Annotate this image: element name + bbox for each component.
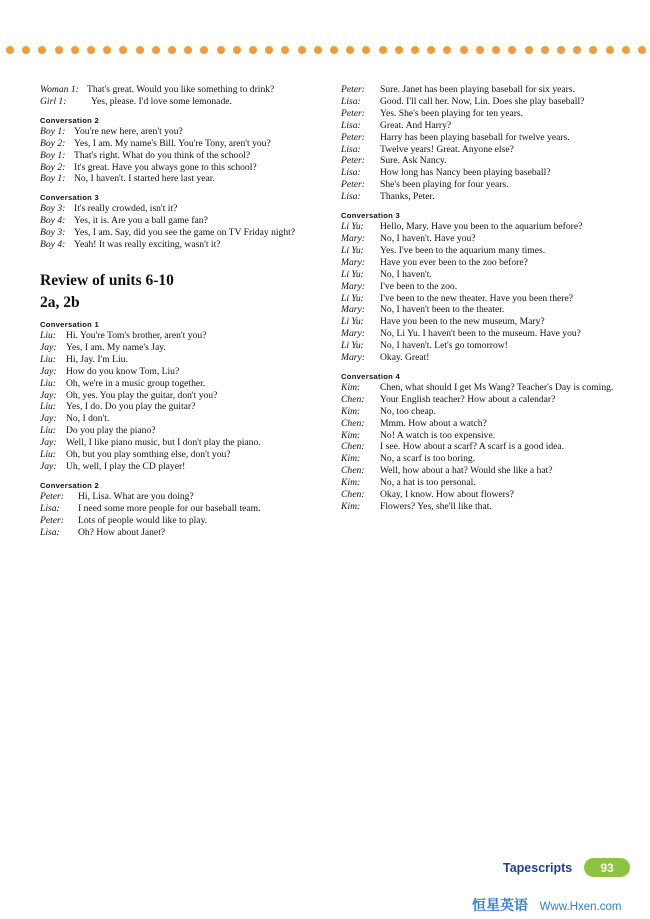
speaker-name: Peter: xyxy=(40,490,64,502)
left-column xyxy=(40,84,310,538)
dialogue-line xyxy=(341,233,631,245)
border-dot xyxy=(638,46,646,54)
speaker-name: Li Yu: xyxy=(341,221,364,233)
dialogue-text: I've been to the zoo. xyxy=(380,280,458,292)
border-dot xyxy=(541,46,549,54)
border-dot xyxy=(573,46,581,54)
dialogue-line xyxy=(40,425,310,437)
dialogue-line xyxy=(40,239,310,251)
dialogue-text: No! A watch is too expensive. xyxy=(380,429,496,441)
speaker-name: Mary: xyxy=(341,352,365,364)
dialogue-line xyxy=(40,401,310,413)
border-dot xyxy=(233,46,241,54)
dialogue-line xyxy=(40,150,310,162)
border-dot xyxy=(249,46,257,54)
dialogue-line xyxy=(40,437,310,449)
dialogue-text: No, I don't. xyxy=(66,413,110,425)
speaker-name: Lisa: xyxy=(40,526,60,538)
border-dot xyxy=(395,46,403,54)
dialogue-text: Sure. Ask Nancy. xyxy=(380,155,447,167)
conversation-heading: Conversation 2 xyxy=(40,480,100,490)
border-dot xyxy=(443,46,451,54)
dialogue-line xyxy=(40,342,310,354)
dialogue-line xyxy=(341,328,631,340)
dialogue-line xyxy=(341,453,631,465)
dialogue-line xyxy=(341,340,631,352)
dialogue-line xyxy=(341,352,631,364)
border-dot xyxy=(87,46,95,54)
conversation-heading: Conversation 3 xyxy=(341,211,401,221)
border-dot xyxy=(460,46,468,54)
dialogue-line xyxy=(341,304,631,316)
dialogue-line xyxy=(40,461,310,473)
dialogue-text: Thanks, Peter. xyxy=(380,191,435,203)
speaker-name: Kim: xyxy=(341,501,361,512)
speaker-name: Lisa: xyxy=(40,502,60,514)
dialogue-text: Hi, Jay. I'm Liu. xyxy=(66,353,128,365)
dialogue-line xyxy=(341,108,631,120)
speaker-name: Chen: xyxy=(341,441,365,453)
speaker-name: Peter: xyxy=(341,155,365,167)
dialogue-line xyxy=(341,84,631,96)
dialogue-line xyxy=(40,96,310,108)
speaker-name: Chen: xyxy=(341,393,365,405)
dialogue-text: Oh, but you play somthing else, don't you? xyxy=(66,449,231,461)
dialogue-text: How do you know Tom, Liu? xyxy=(66,365,180,377)
speaker-name: Liu: xyxy=(40,425,56,437)
border-dot xyxy=(119,46,127,54)
border-dot xyxy=(622,46,630,54)
dialogue-text: Good. I'll call her. Now, Lin. Does she play baseball? xyxy=(380,95,585,107)
dialogue-line xyxy=(40,330,310,342)
dialogue-text: Harry has been playing baseball for twelve years. xyxy=(380,131,570,143)
speaker-name: Liu: xyxy=(40,377,56,389)
speaker-name: Boy 2: xyxy=(40,161,66,173)
dialogue-line xyxy=(40,126,310,138)
border-dot xyxy=(136,46,144,54)
dialogue-line xyxy=(40,138,310,150)
dialogue-text: No, I haven't. Let's go tomorrow! xyxy=(380,340,508,352)
dialogue-line xyxy=(341,144,631,156)
dialogue-text: I've been to the new theater. Have you been there? xyxy=(380,292,573,304)
dialogue-text: Okay. Great! xyxy=(380,352,430,364)
speaker-name: Lisa: xyxy=(341,191,361,203)
dialogue-text: Yes, I am. My name's Bill. You're Tony, aren't you? xyxy=(74,137,271,149)
dialogue-line xyxy=(40,366,310,378)
dialogue-text: No, I haven't. Have you? xyxy=(380,232,476,244)
border-dot xyxy=(6,46,14,54)
dialogue-text: She's been playing for four years. xyxy=(380,179,509,191)
speaker-name: Kim: xyxy=(341,453,361,465)
border-dot xyxy=(22,46,30,54)
speaker-name: Jay: xyxy=(40,460,57,472)
speaker-name: Chen: xyxy=(341,417,365,429)
watermark-chinese-text: 恒星英语 xyxy=(472,897,528,913)
dialogue-line xyxy=(341,245,631,257)
speaker-name: Boy 3: xyxy=(40,227,66,239)
border-dot xyxy=(525,46,533,54)
border-dot xyxy=(362,46,370,54)
dialogue-text: No, Li Yu. I haven't been to the museum. Have you? xyxy=(380,328,581,340)
border-dot xyxy=(589,46,597,54)
border-dot xyxy=(38,46,46,54)
dialogue-text: Yes. I've been to the aquarium many times. xyxy=(380,244,546,256)
dialogue-line xyxy=(341,293,631,305)
conversation-heading: Conversation 1 xyxy=(40,319,100,329)
border-dot xyxy=(217,46,225,54)
speaker-name: Peter: xyxy=(341,179,365,191)
border-dot xyxy=(71,46,79,54)
dialogue-text: Oh, yes. You play the guitar, don't you? xyxy=(66,389,218,401)
speaker-name: Boy 1: xyxy=(40,125,66,137)
dialogue-line xyxy=(40,84,310,96)
speaker-name: Li Yu: xyxy=(341,292,364,304)
border-dot xyxy=(281,46,289,54)
dialogue-line xyxy=(40,491,310,503)
dialogue-line xyxy=(341,221,631,233)
border-dot xyxy=(379,46,387,54)
speaker-name: Peter: xyxy=(341,131,365,143)
conversation-heading: Conversation 2 xyxy=(40,115,100,125)
dialogue-line xyxy=(341,179,631,191)
dialogue-text: Have you been to the new museum, Mary? xyxy=(380,316,545,328)
speaker-name: Boy 2: xyxy=(40,137,66,149)
dialogue-text: No, too cheap. xyxy=(380,405,436,417)
border-dot xyxy=(508,46,516,54)
speaker-name: Mary: xyxy=(341,232,365,244)
dialogue-text: Mmm. How about a watch? xyxy=(380,417,487,429)
dialogue-text: Hi. You're Tom's brother, aren't you? xyxy=(66,329,207,341)
speaker-name: Liu: xyxy=(40,329,56,341)
speaker-name: Li Yu: xyxy=(341,316,364,328)
speaker-name: Liu: xyxy=(40,449,56,461)
dialogue-line xyxy=(341,382,631,394)
dialogue-line xyxy=(341,132,631,144)
decorative-dot-border xyxy=(6,44,646,56)
dialogue-line xyxy=(341,418,631,430)
border-dot xyxy=(314,46,322,54)
dialogue-text: Well, how about a hat? Would she like a hat? xyxy=(380,465,553,477)
speaker-name: Mary: xyxy=(341,304,365,316)
speaker-name: Lisa: xyxy=(341,95,361,107)
dialogue-line xyxy=(341,120,631,132)
speaker-name: Lisa: xyxy=(341,143,361,155)
dialogue-text: No, I haven't. I started here last year. xyxy=(74,173,215,185)
dialogue-line xyxy=(40,173,310,185)
speaker-name: Kim: xyxy=(341,405,361,417)
dialogue-text: Yes, it is. Are you a ball game fan? xyxy=(74,215,208,227)
speaker-name: Kim: xyxy=(341,381,361,393)
dialogue-text: Twelve years! Great. Anyone else? xyxy=(380,143,514,155)
dialogue-text: Your English teacher? How about a calendar? xyxy=(380,393,556,405)
dialogue-text: Well, I like piano music, but I don't play the piano. xyxy=(66,437,261,449)
dialogue-text: No, I haven't been to the theater. xyxy=(380,304,505,316)
speaker-name: Lisa: xyxy=(341,119,361,131)
dialogue-text: Lots of people would like to play. xyxy=(78,514,208,526)
border-dot xyxy=(346,46,354,54)
dialogue-line xyxy=(40,215,310,227)
dialogue-line xyxy=(341,191,631,203)
border-dot xyxy=(606,46,614,54)
dialogue-text: You're new here, aren't you? xyxy=(74,125,183,137)
dialogue-line xyxy=(341,501,631,513)
dialogue-line xyxy=(40,354,310,366)
dialogue-text: Yes, I do. Do you play the guitar? xyxy=(66,401,196,413)
speaker-name: Kim: xyxy=(341,477,361,489)
speaker-name: Boy 4: xyxy=(40,215,66,227)
border-dot xyxy=(103,46,111,54)
speaker-name: Liu: xyxy=(40,353,56,365)
dialogue-text: Okay, I know. How about flowers? xyxy=(380,489,514,501)
dialogue-text: Have you ever been to the zoo before? xyxy=(380,256,528,268)
dialogue-line xyxy=(341,465,631,477)
speaker-name: Jay: xyxy=(40,413,57,425)
dialogue-line xyxy=(40,162,310,174)
dialogue-text: Uh, well, I play the CD player! xyxy=(66,460,186,472)
dialogue-text: Great. And Harry? xyxy=(380,119,452,131)
dialogue-text: No, a hat is too personal. xyxy=(380,477,476,489)
speaker-name: Peter: xyxy=(40,514,64,526)
dialogue-text: Sure. Janet has been playing baseball for six years. xyxy=(380,84,576,95)
dialogue-line xyxy=(341,155,631,167)
speaker-name: Boy 1: xyxy=(40,173,66,185)
section-label: Tapescripts xyxy=(503,861,573,875)
conversation-heading: Conversation 3 xyxy=(40,193,100,203)
speaker-name: Peter: xyxy=(341,107,365,119)
border-dot xyxy=(168,46,176,54)
dialogue-text: Chen, what should I get Ms Wang? Teacher's Day is coming. xyxy=(380,381,614,393)
dialogue-text: I see. How about a scarf? A scarf is a good idea. xyxy=(380,441,565,453)
speaker-name: Jay: xyxy=(40,365,57,377)
speaker-name: Boy 3: xyxy=(40,203,66,215)
dialogue-text: Flowers? Yes, she'll like that. xyxy=(380,501,492,512)
dialogue-text: Yes, please. I'd love some lemonade. xyxy=(91,95,232,107)
speaker-name: Chen: xyxy=(341,489,365,501)
dialogue-line xyxy=(40,503,310,515)
dialogue-text: It's great. Have you always gone to this school? xyxy=(74,161,257,173)
border-dot xyxy=(265,46,273,54)
dialogue-text: No, I haven't. xyxy=(380,268,432,280)
section-title: Review of units 6-10 xyxy=(40,271,174,289)
border-dot xyxy=(476,46,484,54)
dialogue-text: It's really crowded, isn't it? xyxy=(74,203,178,215)
speaker-name: Li Yu: xyxy=(341,340,364,352)
border-dot xyxy=(298,46,306,54)
border-dot xyxy=(152,46,160,54)
speaker-name: Mary: xyxy=(341,328,365,340)
speaker-name: Jay: xyxy=(40,389,57,401)
dialogue-line xyxy=(40,413,310,425)
border-dot xyxy=(200,46,208,54)
dialogue-line xyxy=(40,390,310,402)
dialogue-text: I need some more people for our baseball team. xyxy=(78,502,261,514)
dialogue-line xyxy=(341,430,631,442)
speaker-name: Peter: xyxy=(341,84,365,95)
border-dot xyxy=(557,46,565,54)
dialogue-line xyxy=(341,316,631,328)
dialogue-line xyxy=(341,489,631,501)
dialogue-text: Hello, Mary. Have you been to the aquarium before? xyxy=(380,221,583,233)
dialogue-line xyxy=(40,378,310,390)
border-dot xyxy=(492,46,500,54)
speaker-name: Kim: xyxy=(341,429,361,441)
dialogue-line xyxy=(341,394,631,406)
dialogue-line xyxy=(40,515,310,527)
dialogue-text: Yes, I am. Say, did you see the game on TV Friday night? xyxy=(74,227,296,239)
dialogue-line xyxy=(341,441,631,453)
dialogue-line xyxy=(40,203,310,215)
dialogue-text: Hi, Lisa. What are you doing? xyxy=(78,490,194,502)
dialogue-line xyxy=(341,167,631,179)
dialogue-text: Yes. She's been playing for ten years. xyxy=(380,107,524,119)
dialogue-text: Yes, I am. My name's Jay. xyxy=(66,341,166,353)
page-number-badge: 93 xyxy=(584,858,630,877)
dialogue-line xyxy=(40,227,310,239)
dialogue-line xyxy=(341,406,631,418)
dialogue-line xyxy=(341,257,631,269)
dialogue-line xyxy=(341,96,631,108)
dialogue-text: Do you play the piano? xyxy=(66,425,156,437)
speaker-name: Mary: xyxy=(341,256,365,268)
speaker-name: Li Yu: xyxy=(341,244,364,256)
dialogue-text: How long has Nancy been playing baseball? xyxy=(380,167,551,179)
speaker-name: Li Yu: xyxy=(341,268,364,280)
border-dot xyxy=(330,46,338,54)
right-column xyxy=(341,84,631,513)
conversation-heading: Conversation 4 xyxy=(341,371,401,381)
speaker-name: Boy 4: xyxy=(40,239,66,251)
dialogue-text: That's right. What do you think of the school? xyxy=(74,149,251,161)
speaker-name: Liu: xyxy=(40,401,56,413)
dialogue-line xyxy=(40,449,310,461)
dialogue-line xyxy=(341,281,631,293)
dialogue-text: That's great. Would you like something to drink? xyxy=(87,84,275,95)
watermark xyxy=(472,895,621,915)
speaker-name: Jay: xyxy=(40,437,57,449)
speaker-name: Boy 1: xyxy=(40,149,66,161)
border-dot xyxy=(427,46,435,54)
speaker-name: Chen: xyxy=(341,465,365,477)
border-dot xyxy=(184,46,192,54)
speaker-name: Jay: xyxy=(40,341,57,353)
watermark-url: Www.Hxen.com xyxy=(539,901,622,913)
dialogue-text: Oh, we're in a music group together. xyxy=(66,377,206,389)
dialogue-line xyxy=(341,269,631,281)
speaker-name: Girl 1: xyxy=(40,95,67,107)
border-dot xyxy=(55,46,63,54)
dialogue-text: No, a scarf is too boring. xyxy=(380,453,476,465)
dialogue-line xyxy=(40,527,310,539)
speaker-name: Mary: xyxy=(341,280,365,292)
dialogue-line xyxy=(341,477,631,489)
dialogue-text: Yeah! It was really exciting, wasn't it? xyxy=(74,239,221,251)
section-subtitle: 2a, 2b xyxy=(40,293,80,311)
dialogue-text: Oh? How about Janet? xyxy=(78,526,166,538)
speaker-name: Lisa: xyxy=(341,167,361,179)
speaker-name: Woman 1: xyxy=(40,84,79,95)
border-dot xyxy=(411,46,419,54)
